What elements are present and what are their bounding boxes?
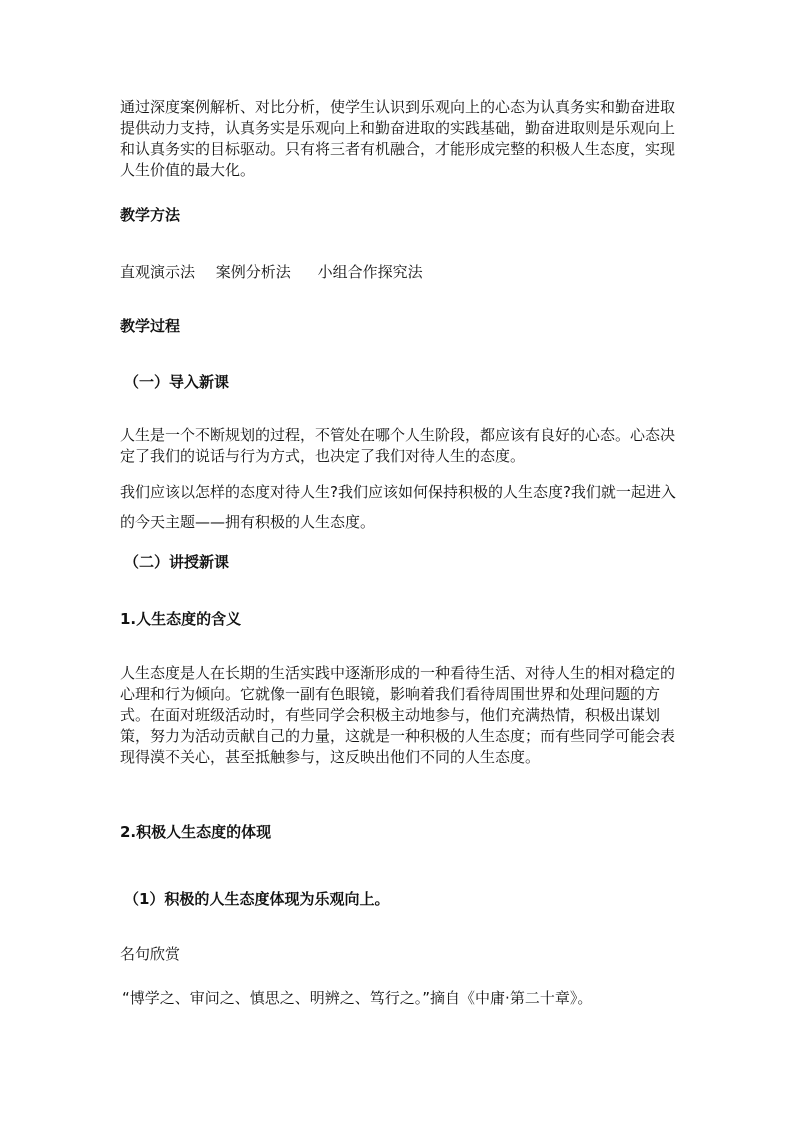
quotes-label: 名句欣赏 <box>120 945 181 963</box>
intro-lesson-question: 我们应该以怎样的态度对待人生?我们应该如何保持积极的人生态度?我们就一起进入的今天主题——拥有积极的人生态度。 <box>120 483 676 531</box>
section1-heading: 1.人生态度的含义 <box>120 610 242 628</box>
section2-heading: 2.积极人生态度的体现 <box>120 823 272 841</box>
section2-sub1-heading: （1）积极的人生态度体现为乐观向上。 <box>124 890 390 908</box>
intro-lesson-heading: （一）导入新课 <box>124 373 230 391</box>
quote-text: “博学之、审问之、慎思之、明辨之、笃行之。”摘自《中庸·第二十章》。 <box>122 989 593 1007</box>
teaching-process-heading: 教学过程 <box>120 317 181 335</box>
teaching-methods-list <box>120 262 680 282</box>
intro-paragraph: 通过深度案例解析、对比分析，使学生认识到乐观向上的心态为认真务实和勤奋进取提供动力支持，认真务实是乐观向上和勤奋进取的实践基础，勤奋进取则是乐观向上和认真务实的目标驱动。只有将三者有机融合，才能形成完整的积极人生态度，实现人生价值的最大化。 <box>120 98 676 179</box>
method-item: 直观演示法 <box>120 263 196 281</box>
teach-lesson-heading: （二）讲授新课 <box>124 553 230 571</box>
teaching-methods-heading: 教学方法 <box>120 206 181 224</box>
method-item: 小组合作探究法 <box>317 263 423 281</box>
section1-paragraph: 人生态度是人在长期的生活实践中逐渐形成的一种看待生活、对待人生的相对稳定的心理和行为倾向。它就像一副有色眼镜，影响着我们看待周围世界和处理问题的方式。在面对班级活动时，有些同学会积极主动地参与，他们充满热情，积极出谋划策，努力为活动贡献自己的力量，这就是一种积极的人生态度；而有些同学可能会表现得漠不关心，甚至抵触参与，这反映出他们不同的人生态度。 <box>120 664 676 766</box>
intro-lesson-paragraph: 人生是一个不断规划的过程，不管处在哪个人生阶段，都应该有良好的心态。心态决定了我们的说话与行为方式，也决定了我们对待人生的态度。 <box>120 426 676 465</box>
method-item: 案例分析法 <box>215 263 291 281</box>
